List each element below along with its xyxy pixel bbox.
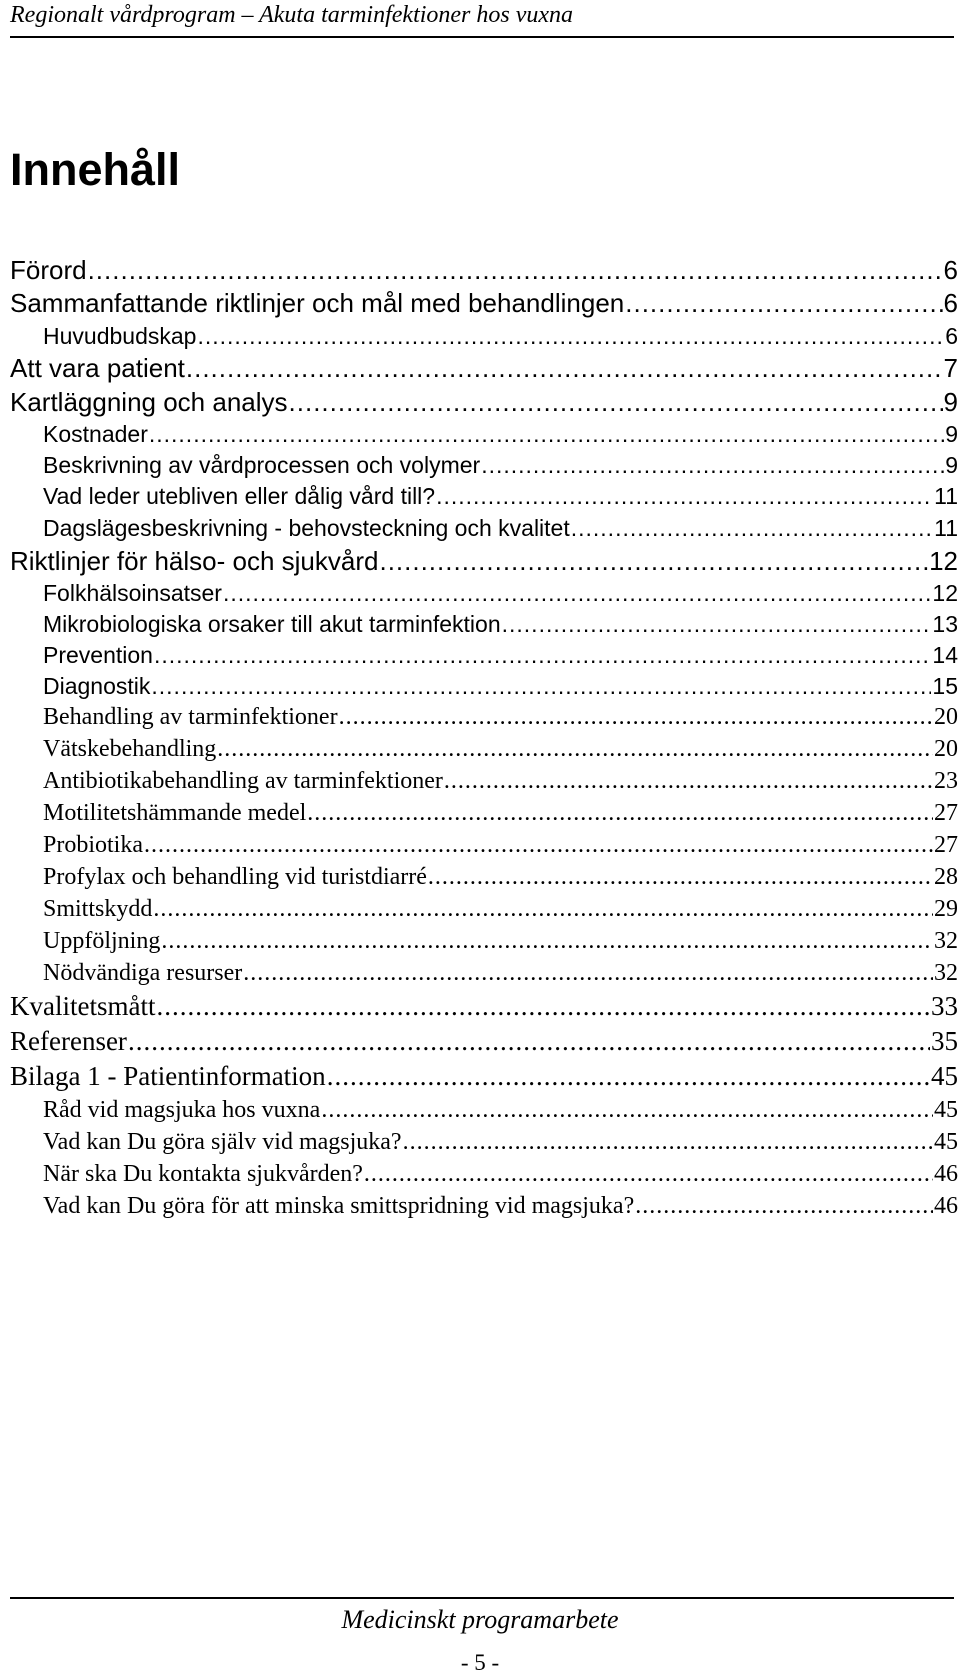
footer-program: Medicinskt programarbete (341, 1605, 619, 1634)
toc-entry-page: 32 (934, 928, 958, 954)
toc-entry[interactable] (43, 1097, 958, 1124)
toc-leader-dots (635, 1193, 933, 1220)
toc-entry[interactable] (43, 704, 958, 731)
toc-entry-label: Kartläggning och analys (10, 387, 288, 417)
toc-leader-dots (88, 255, 943, 286)
toc-entry-label: Kvalitetsmått (10, 991, 156, 1021)
toc-entry-page: 14 (932, 642, 958, 668)
toc-entry[interactable] (43, 515, 958, 542)
toc-entry-label: Folkhälsoinsatser (43, 580, 222, 606)
toc-leader-dots (243, 960, 933, 987)
toc-leader-dots (289, 387, 943, 418)
toc-entry-label: Behandling av tarminfektioner (43, 704, 338, 730)
toc-entry-page: 6 (943, 255, 958, 285)
toc-entry-page: 11 (934, 515, 958, 541)
toc-entry-label: Nödvändiga resurser (43, 960, 243, 986)
toc-entry-label: Att vara patient (10, 353, 185, 383)
toc-entry-label: Vätskebehandling (43, 736, 217, 762)
toc-entry[interactable] (43, 1161, 958, 1188)
toc-leader-dots (339, 704, 933, 731)
toc-entry[interactable] (43, 800, 958, 827)
toc-entry[interactable] (43, 960, 958, 987)
toc-entry-page: 29 (934, 896, 958, 922)
toc-entry-label: Mikrobiologiska orsaker till akut tarminfektion (43, 611, 501, 637)
toc-entry-label: Referenser (10, 1026, 127, 1056)
toc-entry[interactable] (10, 1026, 958, 1057)
toc-entry-page: 45 (931, 1061, 958, 1091)
toc-leader-dots (625, 288, 942, 319)
toc-entry-label: Huvudbudskap (43, 323, 197, 349)
toc-leader-dots (197, 323, 944, 350)
toc-entry-label: Antibiotikabehandling av tarminfektioner (43, 768, 443, 794)
toc-leader-dots (481, 452, 944, 479)
toc-entry-label: Vad kan Du göra för att minska smittspridning vid magsjuka? (43, 1193, 635, 1219)
toc-entry[interactable] (43, 483, 958, 510)
toc-entry-page: 15 (932, 673, 958, 699)
toc-entry-page: 6 (943, 288, 958, 318)
toc-leader-dots (571, 515, 933, 542)
toc-entry[interactable] (10, 991, 958, 1022)
toc-entry-page: 27 (934, 800, 958, 826)
toc-entry[interactable] (43, 611, 958, 638)
toc-entry[interactable] (10, 288, 958, 319)
toc-entry-label: Vad kan Du göra själv vid magsjuka? (43, 1129, 402, 1155)
toc-entry[interactable] (43, 452, 958, 479)
toc-entry-page: 32 (934, 960, 958, 986)
toc-entry[interactable] (10, 1061, 958, 1092)
toc-entry[interactable] (43, 768, 958, 795)
toc-leader-dots (321, 1097, 933, 1124)
toc-entry-page: 46 (934, 1161, 958, 1187)
toc-entry[interactable] (43, 421, 958, 448)
toc-entry-label: Prevention (43, 642, 153, 668)
toc-entry-page: 9 (945, 421, 958, 447)
toc-leader-dots (327, 1061, 930, 1092)
toc-entry-label: När ska Du kontakta sjukvården? (43, 1161, 363, 1187)
toc-entry-label: Profylax och behandling vid turistdiarré (43, 864, 427, 890)
toc-leader-dots (223, 580, 931, 607)
page-title: Innehåll (10, 144, 181, 195)
toc-entry-label: Beskrivning av vårdprocessen och volymer (43, 452, 481, 478)
toc-leader-dots (144, 832, 933, 859)
toc-entry-page: 46 (934, 1193, 958, 1219)
toc-entry-page: 20 (934, 736, 958, 762)
toc-leader-dots (379, 546, 928, 577)
toc-entry-label: Riktlinjer för hälso- och sjukvård (10, 546, 379, 576)
toc-entry-page: 33 (931, 991, 958, 1021)
toc-leader-dots (502, 611, 932, 638)
toc-entry[interactable] (10, 387, 958, 418)
toc-entry[interactable] (43, 642, 958, 669)
toc-entry[interactable] (10, 353, 958, 384)
toc-entry[interactable] (10, 546, 958, 577)
toc-leader-dots (186, 353, 943, 384)
toc-leader-dots (149, 421, 944, 448)
toc-entry[interactable] (43, 896, 958, 923)
toc-entry[interactable] (43, 1193, 958, 1220)
toc-entry[interactable] (43, 736, 958, 763)
toc-entry-page: 35 (931, 1026, 958, 1056)
toc-leader-dots (307, 800, 933, 827)
toc-entry-page: 12 (932, 580, 958, 606)
toc-entry-page: 45 (934, 1097, 958, 1123)
toc-entry-page: 20 (934, 704, 958, 730)
toc-entry-page: 45 (934, 1129, 958, 1155)
toc-entry-label: Bilaga 1 - Patientinformation (10, 1061, 326, 1091)
toc-entry-page: 7 (943, 353, 958, 383)
toc-entry[interactable] (43, 864, 958, 891)
toc-leader-dots (128, 1026, 930, 1057)
toc-entry-label: Råd vid magsjuka hos vuxna (43, 1097, 321, 1123)
toc-leader-dots (156, 991, 930, 1022)
toc-entry-page: 28 (934, 864, 958, 890)
toc-entry-label: Probiotika (43, 832, 143, 858)
toc-entry-label: Uppföljning (43, 928, 161, 954)
toc-entry-label: Kostnader (43, 421, 148, 447)
toc-leader-dots (161, 928, 933, 955)
toc-entry[interactable] (43, 1129, 958, 1156)
toc-leader-dots (217, 736, 933, 763)
toc-entry-page: 23 (934, 768, 958, 794)
footer-divider (10, 1597, 954, 1599)
toc-leader-dots (153, 896, 933, 923)
toc-entry[interactable] (43, 832, 958, 859)
toc-entry-page: 9 (945, 452, 958, 478)
toc-leader-dots (444, 768, 933, 795)
toc-leader-dots (403, 1129, 933, 1156)
toc-entry-page: 6 (945, 323, 958, 349)
toc-entry-label: Smittskydd (43, 896, 153, 922)
toc-entry[interactable] (10, 255, 958, 286)
toc-entry-label: Motilitetshämmande medel (43, 800, 307, 826)
toc-leader-dots (154, 642, 931, 669)
toc-entry[interactable] (43, 673, 958, 700)
toc-entry-page: 12 (929, 546, 958, 576)
toc-leader-dots (151, 673, 931, 700)
toc-entry-label: Vad leder utebliven eller dålig vård till? (43, 483, 436, 509)
toc-entry-page: 9 (943, 387, 958, 417)
toc-leader-dots (364, 1161, 933, 1188)
toc-entry[interactable] (43, 323, 958, 350)
toc-entry-page: 27 (934, 832, 958, 858)
toc-entry[interactable] (43, 928, 958, 955)
toc-entry-label: Dagslägesbeskrivning - behovsteckning och kvalitet (43, 515, 570, 541)
toc-leader-dots (428, 864, 933, 891)
running-header (10, 0, 954, 38)
toc-leader-dots (436, 483, 933, 510)
toc-entry-page: 11 (934, 483, 958, 509)
toc-entry[interactable] (43, 580, 958, 607)
toc-entry-label: Sammanfattande riktlinjer och mål med behandlingen (10, 288, 625, 318)
page-number: - 5 - (460, 1650, 500, 1675)
toc-entry-label: Förord (10, 255, 87, 285)
toc-entry-label: Diagnostik (43, 673, 151, 699)
running-header-title: Regionalt vårdprogram – Akuta tarminfektioner hos vuxna (10, 2, 574, 28)
toc-entry-page: 13 (932, 611, 958, 637)
